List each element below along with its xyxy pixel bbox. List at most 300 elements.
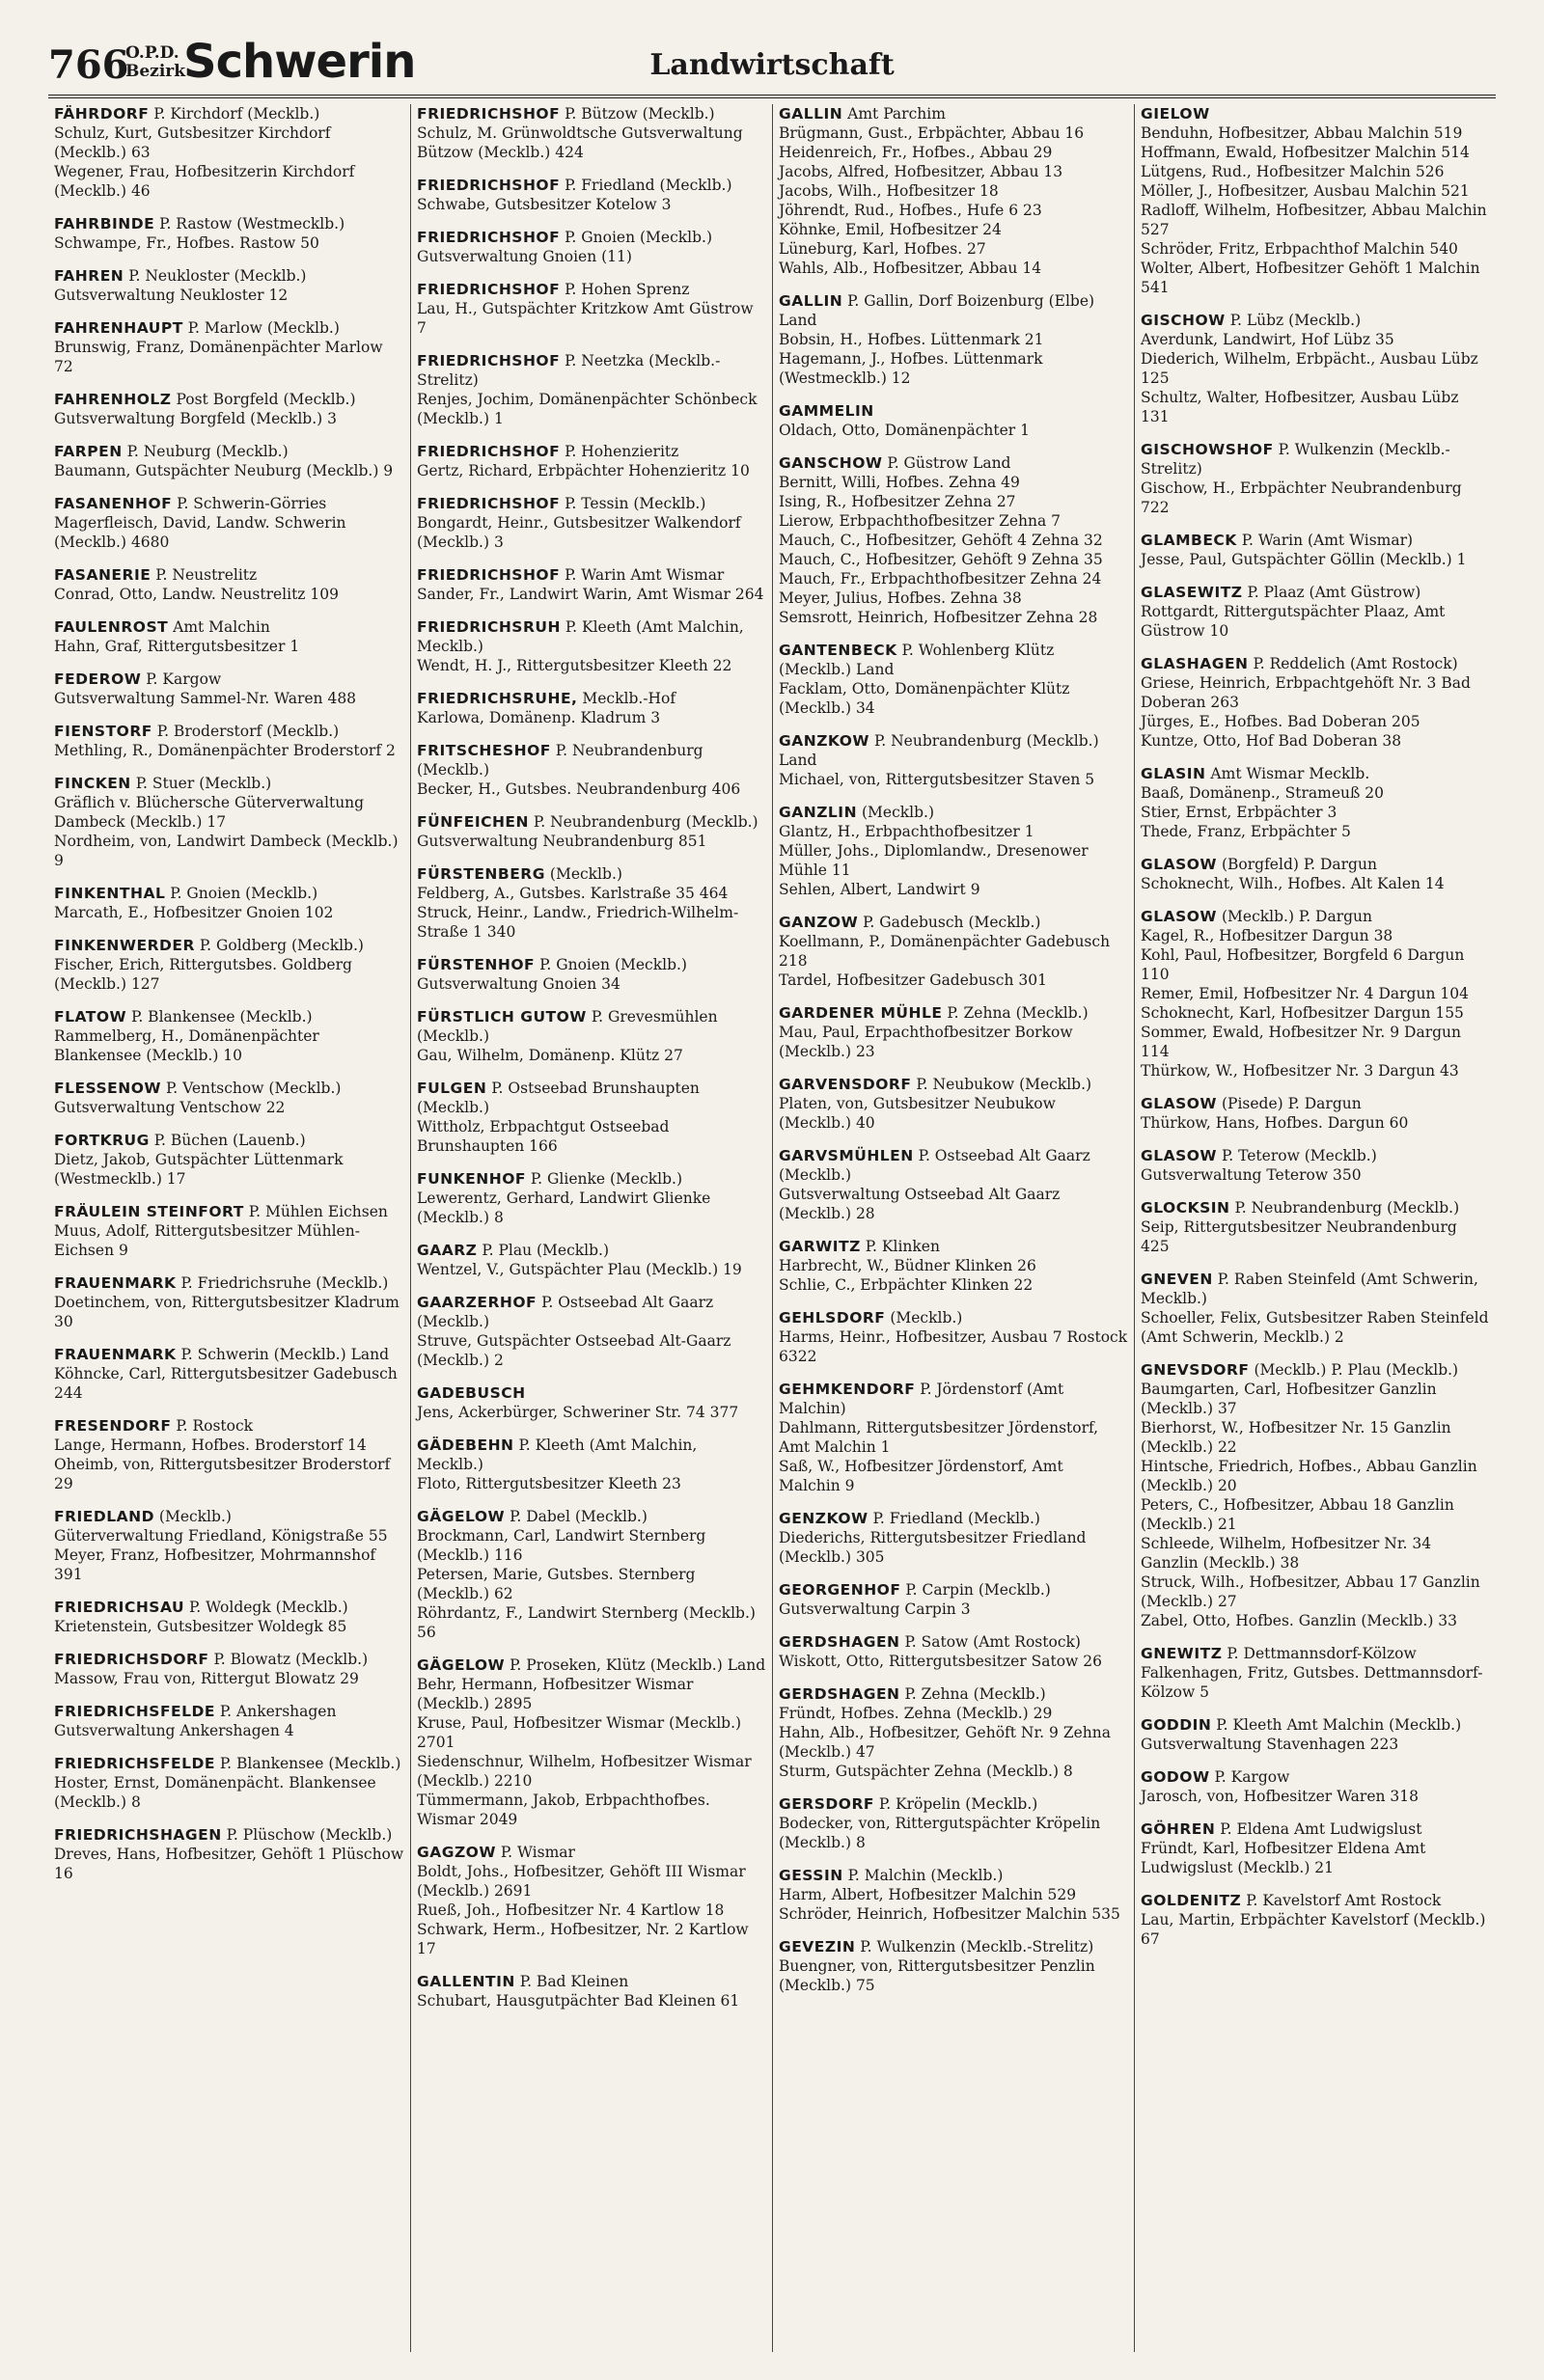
listing-line: Gischow, H., Erbpächter Neubrandenburg 722 (1141, 479, 1462, 516)
entry-heading (54, 1598, 404, 1617)
entry-heading (1141, 1715, 1490, 1735)
directory-entry (54, 565, 404, 604)
listing-line: Fischer, Erich, Rittergutsbes. Goldberg (Mecklb.) 127 (54, 956, 352, 993)
entry-heading (417, 228, 766, 247)
listing-line: Gutsverwaltung Carpin 3 (779, 1600, 971, 1618)
directory-entry (779, 1509, 1128, 1567)
listing-line: Köhnke, Emil, Hofbesitzer 24 (779, 221, 1002, 238)
entry-heading (779, 1509, 1128, 1528)
listing-line: Gutsverwaltung Neukloster 12 (54, 287, 289, 304)
directory-entry (54, 1754, 404, 1812)
entry-heading (417, 1079, 766, 1117)
listing-line: Kruse, Paul, Hofbesitzer Wismar (Mecklb.) 2701 (417, 1714, 742, 1751)
place-name: GANSCHOW (779, 454, 883, 472)
listing-line: Gutsverwaltung Gnoien 34 (417, 975, 620, 993)
post-office: P. Schwerin-Görries (172, 495, 327, 512)
place-name: FRIEDLAND (54, 1508, 154, 1525)
directory-entry (54, 390, 404, 428)
place-name: GEVEZIN (779, 1938, 856, 1956)
directory-entry (417, 565, 766, 604)
listing-line: Rueß, Joh., Hofbesitzer Nr. 4 Kartlow 18 (417, 1901, 725, 1919)
post-office: P. Raben Steinfeld (Amt Schwerin, Mecklb.) (1141, 1271, 1478, 1307)
entry-heading (779, 1684, 1128, 1704)
listing-line: Massow, Frau von, Rittergut Blowatz 29 (54, 1670, 359, 1687)
post-office: P. Ostseebad Brunshaupten (Mecklb.) (417, 1080, 700, 1116)
listing-line: Jürges, E., Hofbes. Bad Doberan 205 (1141, 713, 1420, 730)
directory-entry (417, 689, 766, 727)
entry-heading (417, 280, 766, 299)
listing-line: Semsrott, Heinrich, Hofbesitzer Zehna 28 (779, 609, 1098, 626)
entry-heading (417, 864, 766, 884)
place-name: GLOCKSIN (1141, 1199, 1230, 1217)
entry-heading (417, 1507, 766, 1526)
entry-heading (54, 1754, 404, 1773)
listing-line: Schultz, Walter, Hofbesitzer, Ausbau Lübz 131 (1141, 389, 1459, 425)
listing-line: Köhncke, Carl, Rittergutsbesitzer Gadebusch 244 (54, 1365, 398, 1402)
post-office: P. Gnoien (Mecklb.) (535, 956, 687, 973)
place-name: GODOW (1141, 1768, 1210, 1786)
listing-line: Gutsverwaltung Teterow 350 (1141, 1166, 1362, 1184)
listing-line: Gutsverwaltung Neubrandenburg 851 (417, 833, 707, 850)
listing-line: Tardel, Hofbesitzer Gadebusch 301 (779, 971, 1047, 989)
listing-line: Thürkow, Hans, Hofbes. Dargun 60 (1141, 1114, 1409, 1132)
post-office: P. Ostseebad Alt Gaarz (Mecklb.) (779, 1147, 1090, 1184)
entry-heading (54, 617, 404, 637)
directory-entry (779, 913, 1128, 990)
place-name: FRITSCHESHOF (417, 742, 551, 759)
listing-line: Schoknecht, Wilh., Hofbes. Alt Kalen 14 (1141, 875, 1445, 892)
entry-heading (417, 955, 766, 974)
place-name: FRIEDRICHSRUH (417, 618, 561, 636)
column-1 (48, 104, 410, 2352)
listing-line: Lange, Hermann, Hofbes. Broderstorf 14 (54, 1436, 367, 1454)
place-name: GESSIN (779, 1867, 843, 1884)
directory-entry (1141, 1819, 1490, 1877)
post-office: P. Neetzka (Mecklb.-Strelitz) (417, 352, 721, 389)
entry-heading (779, 104, 1128, 123)
listing-line: Feldberg, A., Gutsbes. Karlstraße 35 464 (417, 885, 729, 902)
directory-entry (54, 884, 404, 922)
place-name: FRIEDRICHSHOF (417, 495, 561, 512)
place-name: FASANENHOF (54, 495, 173, 512)
entry-heading (54, 104, 404, 123)
place-name: GODDIN (1141, 1716, 1212, 1734)
place-name: GANZLIN (779, 804, 858, 821)
directory-entry (779, 1937, 1128, 1995)
entry-heading (779, 1237, 1128, 1256)
listing-line: Wahls, Alb., Hofbesitzer, Abbau 14 (779, 260, 1042, 277)
entry-heading (779, 1580, 1128, 1600)
post-office: P. Malchin (Mecklb.) (842, 1867, 1004, 1884)
directory-entry (54, 617, 404, 656)
listing-line: Meyer, Franz, Hofbesitzer, Mohrmannshof 391 (54, 1546, 376, 1583)
listing-line: Sommer, Ewald, Hofbesitzer Nr. 9 Dargun 114 (1141, 1024, 1462, 1060)
listing-line: Remer, Emil, Hofbesitzer Nr. 4 Dargun 104 (1141, 985, 1469, 1002)
listing-line: Güterverwaltung Friedland, Königstraße 55 (54, 1527, 388, 1545)
post-office: P. Schwerin (Mecklb.) Land (176, 1346, 390, 1363)
post-office: Post Borgfeld (Mecklb.) (171, 391, 356, 408)
directory-entry (417, 1079, 766, 1156)
place-name: FAHRENHOLZ (54, 391, 172, 408)
directory-entry (54, 1345, 404, 1403)
place-name: GLAMBECK (1141, 532, 1237, 549)
listing-line: Wiskott, Otto, Rittergutsbesitzer Satow 26 (779, 1653, 1102, 1670)
place-name: FAHRENHAUPT (54, 319, 183, 337)
listing-line: Hahn, Graf, Rittergutsbesitzer 1 (54, 638, 300, 655)
entry-heading (417, 617, 766, 656)
listing-line: Schulz, Kurt, Gutsbesitzer Kirchdorf (Mecklb.) 63 (54, 124, 331, 161)
directory-entry (417, 1293, 766, 1370)
entry-heading (417, 442, 766, 461)
listing-line: Struck, Heinr., Landw., Friedrich-Wilhelm-Straße 1 340 (417, 904, 739, 941)
post-office: P. Blankensee (Mecklb.) (214, 1755, 401, 1772)
directory-entry (1141, 764, 1490, 841)
listing-line: Wittholz, Erbpachtgut Ostseebad Brunshaupten 166 (417, 1118, 670, 1155)
place-name: FÜRSTENBERG (417, 865, 545, 883)
entry-heading (54, 318, 404, 338)
post-office: Mecklb.-Hof (577, 690, 676, 707)
place-name: FRIEDRICHSAU (54, 1599, 185, 1616)
entry-heading (54, 494, 404, 513)
post-office: P. Plau (Mecklb.) (477, 1242, 610, 1259)
entry-heading (54, 1079, 404, 1098)
post-office: P. Glienke (Mecklb.) (525, 1170, 682, 1188)
entry-heading (779, 1866, 1128, 1885)
post-office: P. Friedrichsruhe (Mecklb.) (176, 1274, 389, 1292)
listing-line: Doetinchem, von, Rittergutsbesitzer Kladrum 30 (54, 1294, 400, 1330)
listing-line: Schoknecht, Karl, Hofbesitzer Dargun 155 (1141, 1004, 1464, 1022)
place-name: GÖHREN (1141, 1820, 1216, 1838)
post-office: P. Grevesmühlen (Mecklb.) (417, 1008, 718, 1045)
place-name: FRIEDRICHSHOF (417, 566, 561, 584)
listing-line: Falkenhagen, Fritz, Gutsbes. Dettmannsdorf-Kölzow 5 (1141, 1664, 1483, 1701)
listing-line: Lierow, Erbpachthofbesitzer Zehna 7 (779, 512, 1062, 530)
listing-line: Struck, Wilh., Hofbesitzer, Abbau 17 Ganzlin (Mecklb.) 27 (1141, 1573, 1480, 1610)
entry-heading (54, 1702, 404, 1721)
listing-line: Hintsche, Friedrich, Hofbes., Abbau Ganzlin (Mecklb.) 20 (1141, 1458, 1477, 1494)
post-office: P. Proseken, Klütz (Mecklb.) Land (505, 1656, 766, 1674)
directory-entry (1141, 1644, 1490, 1702)
directory-entry (779, 401, 1128, 440)
place-name: FASANERIE (54, 566, 152, 584)
listing-line: Methling, R., Domänenpächter Broderstorf 2 (54, 742, 396, 759)
place-name: GERDSHAGEN (779, 1685, 900, 1703)
post-office: P. Mühlen Eichsen (243, 1203, 388, 1220)
place-name: GALLIN (779, 292, 843, 310)
place-name: FRIEDRICHSHOF (417, 281, 561, 298)
place-name: FÜRSTENHOF (417, 956, 536, 973)
post-office: P. Gnoien (Mecklb.) (560, 229, 713, 246)
post-office: Amt Parchim (842, 105, 946, 123)
listing-line: Mau, Paul, Erpachthofbesitzer Borkow (Mecklb.) 23 (779, 1024, 1073, 1060)
place-name: GENZKOW (779, 1510, 868, 1527)
directory-entry (1141, 1146, 1490, 1185)
listing-line: Harbrecht, W., Büdner Klinken 26 (779, 1257, 1036, 1274)
directory-entry (417, 955, 766, 994)
place-name: GÄDEBEHN (417, 1436, 514, 1454)
post-office: Amt Malchin (168, 618, 270, 636)
entry-heading (1141, 1767, 1490, 1787)
post-office: P. Bützow (Mecklb.) (560, 105, 715, 123)
listing-line: Oheimb, von, Rittergutsbesitzer Broderstorf 29 (54, 1456, 391, 1492)
place-name: GEORGENHOF (779, 1581, 901, 1599)
directory-entry (54, 1079, 404, 1117)
directory-entry (417, 280, 766, 338)
listing-line: Harms, Heinr., Hofbesitzer, Ausbau 7 Rostock 6322 (779, 1328, 1128, 1365)
directory-entry (54, 318, 404, 376)
listing-line: Lau, H., Gutspächter Kritzkow Amt Güstrow 7 (417, 300, 754, 337)
listing-line: Gutsverwaltung Sammel-Nr. Waren 488 (54, 690, 357, 707)
entry-heading (1141, 1094, 1490, 1113)
post-office: P. Wulkenzin (Mecklb.-Strelitz) (855, 1938, 1094, 1956)
listing-line: Brügmann, Gust., Erbpächter, Abbau 16 (779, 124, 1085, 142)
listing-line: Mauch, C., Hofbesitzer, Gehöft 9 Zehna 35 (779, 551, 1103, 568)
post-office: P. Gnoien (Mecklb.) (165, 885, 318, 902)
post-office: P. Marlow (Mecklb.) (182, 319, 340, 337)
entry-heading (54, 1650, 404, 1669)
post-office: P. Ankershagen (214, 1703, 337, 1720)
listing-line: Gau, Wilhelm, Domänenp. Klütz 27 (417, 1047, 683, 1064)
entry-heading (1141, 1198, 1490, 1217)
listing-line: Struve, Gutspächter Ostseebad Alt-Gaarz (Mecklb.) 2 (417, 1332, 731, 1369)
listing-line: Karlowa, Domänenp. Kladrum 3 (417, 709, 661, 726)
listing-line: Renjes, Jochim, Domänenpächter Schönbeck (Mecklb.) 1 (417, 391, 758, 427)
directory-entry (54, 1825, 404, 1883)
listing-line: Gutsverwaltung Gnoien (11) (417, 248, 632, 265)
column-4 (1134, 104, 1496, 2352)
post-office: P. Kleeth Amt Malchin (Mecklb.) (1211, 1716, 1462, 1734)
entry-heading (779, 291, 1128, 330)
entry-heading (779, 401, 1128, 421)
entry-heading (54, 884, 404, 903)
listing-line: Bierhorst, W., Hofbesitzer Nr. 15 Ganzlin (Mecklb.) 22 (1141, 1419, 1451, 1456)
directory-entry (417, 1383, 766, 1422)
entry-heading (54, 214, 404, 233)
post-office: P. Woldegk (Mecklb.) (184, 1599, 348, 1616)
post-office: P. Dettmannsdorf-Kölzow (1222, 1645, 1417, 1662)
entry-heading (1141, 907, 1490, 926)
directory-entry (417, 494, 766, 552)
post-office: Amt Wismar Mecklb. (1205, 765, 1370, 782)
directory-entry (417, 351, 766, 428)
post-office: P. Friedland (Mecklb.) (560, 177, 732, 194)
directory-entry (1141, 311, 1490, 426)
entry-heading (54, 1416, 404, 1436)
place-name: GAARZERHOF (417, 1294, 538, 1311)
directory-entry (417, 617, 766, 675)
post-office: P. Ostseebad Alt Gaarz (Mecklb.) (417, 1294, 714, 1330)
entry-heading (1141, 764, 1490, 783)
listing-line: Radloff, Wilhelm, Hofbesitzer, Abbau Malchin 527 (1141, 202, 1487, 238)
listing-line: Möller, J., Hofbesitzer, Ausbau Malchin 521 (1141, 182, 1470, 200)
post-office: P. Neustrelitz (151, 566, 258, 584)
entry-heading (417, 1972, 766, 1991)
post-office: P. Stuer (Mecklb.) (130, 775, 272, 792)
post-office: (Mecklb.) (857, 804, 934, 821)
entry-heading (54, 1007, 404, 1026)
entry-heading (417, 1293, 766, 1331)
post-office: P. Kleeth (Amt Malchin, Mecklb.) (417, 1436, 698, 1473)
place-name: GNEVSDORF (1141, 1361, 1250, 1379)
listing-line: Diederichs, Rittergutsbesitzer Friedland (Mecklb.) 305 (779, 1529, 1087, 1566)
listing-line: Krietenstein, Gutsbesitzer Woldegk 85 (54, 1618, 347, 1635)
place-name: GÄGELOW (417, 1656, 506, 1674)
listing-line: Hahn, Alb., Hofbesitzer, Gehöft Nr. 9 Zehna (Mecklb.) 47 (779, 1724, 1111, 1761)
place-name: FUNKENHOF (417, 1170, 526, 1188)
directory-entry (54, 1273, 404, 1331)
directory-entry (54, 214, 404, 253)
listing-line: Griese, Heinrich, Erbpachtgehöft Nr. 3 Bad Doberan 263 (1141, 674, 1471, 711)
listing-line: Lüneburg, Karl, Hofbes. 27 (779, 240, 986, 258)
listing-line: Bodecker, von, Rittergutspächter Kröpelin (Mecklb.) 8 (779, 1815, 1101, 1851)
listing-line: Saß, W., Hofbesitzer Jördenstorf, Amt Malchin 9 (779, 1458, 1063, 1494)
place-name: GERSDORF (779, 1795, 874, 1813)
entry-heading (54, 442, 404, 461)
listing-line: Gutsverwaltung Ankershagen 4 (54, 1722, 294, 1739)
place-name: GLASEWITZ (1141, 584, 1243, 601)
post-office: P. Blankensee (Mecklb.) (126, 1008, 313, 1026)
post-office: P. Plüschow (Mecklb.) (221, 1826, 393, 1844)
listing-line: Dietz, Jakob, Gutspächter Lüttenmark (Westmecklb.) 17 (54, 1151, 344, 1188)
entry-heading (1141, 1360, 1490, 1380)
directory-entry (1141, 531, 1490, 569)
listing-line: Oldach, Otto, Domänenpächter 1 (779, 422, 1030, 439)
post-office: P. Tessin (Mecklb.) (560, 495, 706, 512)
entry-heading (54, 722, 404, 741)
post-office: P. Wohlenberg Klütz (Mecklb.) Land (779, 642, 1055, 678)
listing-line: Mauch, C., Hofbesitzer, Gehöft 4 Zehna 32 (779, 532, 1103, 549)
place-name: FRIEDRICHSRUHE, (417, 690, 578, 707)
listing-line: Baumann, Gutspächter Neuburg (Mecklb.) 9 (54, 462, 394, 479)
place-name: FAULENROST (54, 618, 169, 636)
place-name: FRIEDRICHSHOF (417, 352, 561, 369)
listing-line: Hagemann, J., Hofbes. Lüttenmark (Westmecklb.) 12 (779, 350, 1043, 387)
directory-entry (779, 1380, 1128, 1495)
listing-line: Rammelberg, H., Domänenpächter Blankensee (Mecklb.) 10 (54, 1027, 319, 1064)
listing-line: Dreves, Hans, Hofbesitzer, Gehöft 1 Plüschow 16 (54, 1846, 404, 1882)
listing-line: Baumgarten, Carl, Hofbesitzer Ganzlin (Mecklb.) 37 (1141, 1381, 1437, 1417)
place-name: FRIEDRICHSHOF (417, 177, 561, 194)
listing-line: Fründt, Karl, Hofbesitzer Eldena Amt Ludwigslust (Mecklb.) 21 (1141, 1840, 1426, 1876)
directory-entry (417, 1507, 766, 1642)
entry-heading (1141, 311, 1490, 330)
entry-heading (417, 351, 766, 390)
directory-entry (54, 1007, 404, 1065)
listing-line: Behr, Hermann, Hofbesitzer Wismar (Mecklb.) 2895 (417, 1676, 694, 1712)
entry-heading (1141, 1146, 1490, 1165)
place-name: GÄGELOW (417, 1508, 506, 1525)
post-office: P. Reddelich (Amt Rostock) (1248, 655, 1458, 672)
listing-line: Platen, von, Gutsbesitzer Neubukow (Mecklb.) 40 (779, 1095, 1056, 1132)
listing-line: Sander, Fr., Landwirt Warin, Amt Wismar 264 (417, 586, 764, 603)
entry-heading (417, 1655, 766, 1675)
entry-heading (1141, 1644, 1490, 1663)
directory-entry (54, 1598, 404, 1636)
directory-entry (1141, 1767, 1490, 1806)
entry-heading (779, 913, 1128, 932)
place-name: GAARZ (417, 1242, 478, 1259)
directory-entry (417, 864, 766, 942)
entry-heading (1141, 855, 1490, 874)
entry-heading (779, 1003, 1128, 1023)
place-name: GARDENER MÜHLE (779, 1004, 943, 1022)
post-office: P. Büchen (Lauenb.) (149, 1132, 306, 1149)
directory-entry (779, 1146, 1128, 1223)
page-header (48, 27, 1496, 98)
place-name: GLASIN (1141, 765, 1206, 782)
entry-heading (417, 812, 766, 832)
listing-line: Lewerentz, Gerhard, Landwirt Glienke (Mecklb.) 8 (417, 1190, 711, 1226)
place-name: GEHMKENDORF (779, 1381, 916, 1398)
entry-heading (1141, 531, 1490, 550)
listing-line: Kohl, Paul, Hofbesitzer, Borgfeld 6 Dargun 110 (1141, 946, 1465, 983)
post-office: P. Neubrandenburg (Mecklb.) (417, 742, 703, 779)
post-office: P. Rostock (171, 1417, 254, 1435)
listing-line: Schwampe, Fr., Hofbes. Rastow 50 (54, 234, 319, 252)
place-name: FRIEDRICHSHOF (417, 229, 561, 246)
entry-heading (54, 390, 404, 409)
place-name: FAHREN (54, 267, 124, 285)
post-office: P. Lübz (Mecklb.) (1225, 312, 1362, 329)
entry-heading (54, 1202, 404, 1221)
directory-entry (1141, 104, 1490, 297)
listing-line: Schulz, M. Grünwoldtsche Gutsverwaltung Bützow (Mecklb.) 424 (417, 124, 743, 161)
post-office: P. Kleeth (Amt Malchin, Mecklb.) (417, 618, 744, 655)
post-office: P. Güstrow Land (882, 454, 1011, 472)
listing-line: Lütgens, Rud., Hofbesitzer Malchin 526 (1141, 163, 1445, 180)
directory-entry (54, 104, 404, 201)
post-office: P. Zehna (Mecklb.) (899, 1685, 1046, 1703)
directory-entry (417, 104, 766, 162)
column-2 (410, 104, 772, 2352)
directory-entry (54, 1202, 404, 1260)
place-name: FINKENTHAL (54, 885, 166, 902)
place-name: GISCHOWSHOF (1141, 441, 1274, 458)
listing-line: Baaß, Domänenp., Strameuß 20 (1141, 784, 1384, 802)
page-number: 766 (48, 42, 129, 88)
directory-columns (48, 104, 1496, 2352)
listing-line: Wentzel, V., Gutspächter Plau (Mecklb.) 19 (417, 1261, 742, 1278)
entry-heading (779, 803, 1128, 822)
directory-entry (779, 1308, 1128, 1366)
entry-heading (779, 1794, 1128, 1814)
place-name: FINCKEN (54, 775, 131, 792)
directory-entry (417, 812, 766, 851)
directory-entry (54, 442, 404, 480)
entry-heading (417, 741, 766, 780)
entry-heading (417, 494, 766, 513)
directory-entry (417, 176, 766, 214)
directory-entry (417, 1436, 766, 1493)
listing-line: Buengner, von, Rittergutsbesitzer Penzlin (Mecklb.) 75 (779, 1957, 1095, 1994)
listing-line: Bobsin, H., Hofbes. Lüttenmark 21 (779, 331, 1044, 348)
place-name: FRAUENMARK (54, 1274, 177, 1292)
listing-line: Röhrdantz, F., Landwirt Sternberg (Mecklb.) 56 (417, 1604, 756, 1641)
place-name: FLESSENOW (54, 1080, 162, 1097)
post-office: P. Zehna (Mecklb.) (942, 1004, 1089, 1022)
listing-line: Schubart, Hausgutpächter Bad Kleinen 61 (417, 1992, 740, 2010)
place-name: FÄHRDORF (54, 105, 150, 123)
listing-line: Schröder, Fritz, Erbpachthof Malchin 540 (1141, 240, 1458, 258)
listing-line: Koellmann, P., Domänenpächter Gadebusch 218 (779, 933, 1111, 970)
post-office: P. Klinken (860, 1238, 940, 1255)
directory-entry (1141, 1360, 1490, 1630)
listing-line: Rottgardt, Rittergutspächter Plaaz, Amt Güstrow 10 (1141, 603, 1446, 640)
place-name: GAMMELIN (779, 402, 874, 420)
listing-line: Jöhrendt, Rud., Hofbes., Hufe 6 23 (779, 202, 1042, 219)
place-name: GOLDENITZ (1141, 1892, 1242, 1909)
listing-line: Siedenschnur, Wilhelm, Hofbesitzer Wismar (Mecklb.) 2210 (417, 1753, 752, 1790)
